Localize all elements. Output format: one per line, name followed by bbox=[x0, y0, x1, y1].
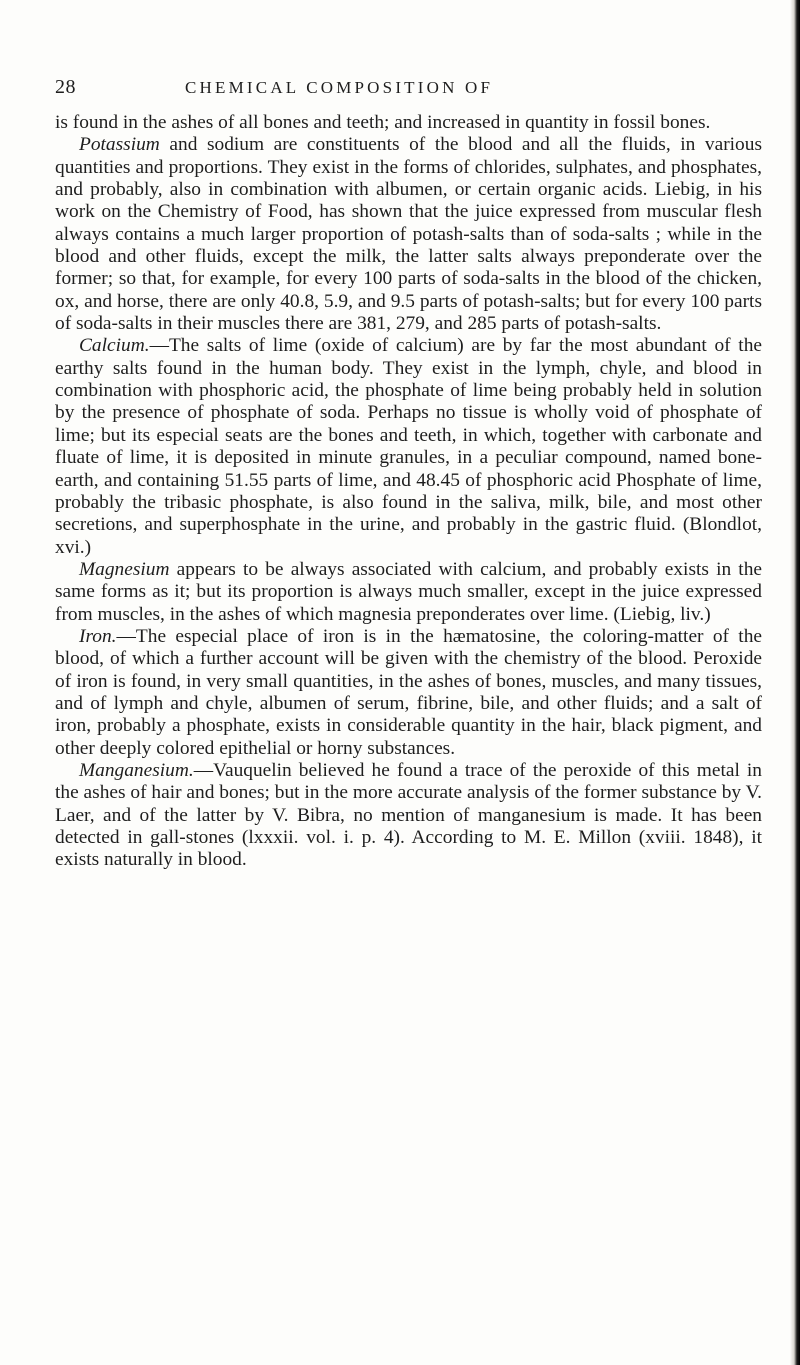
paragraph-term: Calcium. bbox=[79, 335, 150, 357]
paragraph-text: —Vauquelin believed he found a trace of the peroxide of this metal in the ashes of hair and bones; but in the more accurate analysis of the former substance by V. Laer, and of the latter by V. Bibra, no mention of manganesium is made. It has been detected in gall-stones (lxxxii. vol. i. p. 4). According to M. E. Millon (xviii. 1848), it exists naturally in blood. bbox=[55, 759, 762, 871]
body-text bbox=[55, 112, 762, 872]
paragraph-text: appears to be always associated with calcium, and probably exists in the same forms as it; but its proportion is always much smaller, except in the juice expressed from muscles, in the ashes of which magnesia preponderates over lime. (Liebig, liv.) bbox=[55, 558, 762, 625]
paragraph-potassium bbox=[55, 134, 762, 335]
page-header bbox=[55, 76, 755, 106]
paragraph-text: —The especial place of iron is in the hæmatosine, the coloring-matter of the blood, of which a further account will be given with the chemistry of the blood. Peroxide of iron is found, in very small quantities, in the ashes of bones, muscles, and many tissues, and of lymph and chyle, albumen of serum, fibrine, bile, and other fluids; and a salt of iron, probably a phosphate, exists in considerable quantity in the hair, black pigment, and other deeply colored epithelial or horny substances. bbox=[55, 625, 762, 759]
paragraph-term: Magnesium bbox=[79, 558, 170, 580]
paragraph-iron bbox=[55, 626, 762, 760]
paragraph-continuation bbox=[55, 112, 762, 134]
page-number: 28 bbox=[55, 76, 76, 98]
paragraph-text: is found in the ashes of all bones and teeth; and increased in quantity in fossil bones. bbox=[55, 112, 711, 133]
paragraph-text: and sodium are constituents of the blood and all the fluids, in various quantities and proportions. They exist in the forms of chlorides, sulphates, and phosphates, and probably, also in combination with albumen, or certain organic acids. Liebig, in his work on the Chemistry of Food, has shown that the juice expressed from muscular flesh always contains a much larger proportion of potash-salts than of soda-salts ; while in the blood and other fluids, except the milk, the latter salts always preponderate over the former; so that, for example, for every 100 parts of soda-salts in the blood of the chicken, ox, and horse, there are only 40.8, 5.9, and 9.5 parts of potash-salts; but for every 100 parts of soda-salts in their muscles there are 381, 279, and 285 parts of potash-salts. bbox=[55, 134, 762, 335]
paragraph-calcium bbox=[55, 335, 762, 558]
running-head: CHEMICAL COMPOSITION OF bbox=[185, 78, 494, 97]
paragraph-term: Iron. bbox=[79, 625, 117, 647]
paragraph-text: —The salts of lime (oxide of calcium) are by far the most abundant of the earthy salts found in the human body. They exist in the lymph, chyle, and blood in combination with phosphoric acid, the phosphate of lime being probably held in solution by the presence of phosphate of soda. Perhaps no tissue is wholly void of phosphate of lime; but its especial seats are the bones and teeth, in which, together with carbonate and fluate of lime, it is deposited in minute granules, in a peculiar compound, named bone-earth, and containing 51.55 parts of lime, and 48.45 of phosphoric acid Phosphate of lime, probably the tribasic phosphate, is also found in the saliva, milk, bile, and most other secretions, and superphosphate in the urine, and probably in the gastric fluid. (Blondlot, xvi.) bbox=[55, 335, 762, 558]
paragraph-magnesium bbox=[55, 559, 762, 626]
page-edge-shadow bbox=[790, 0, 800, 1365]
paragraph-manganesium bbox=[55, 760, 762, 872]
paragraph-term: Potassium bbox=[79, 134, 160, 156]
paragraph-term: Manganesium. bbox=[79, 759, 194, 781]
